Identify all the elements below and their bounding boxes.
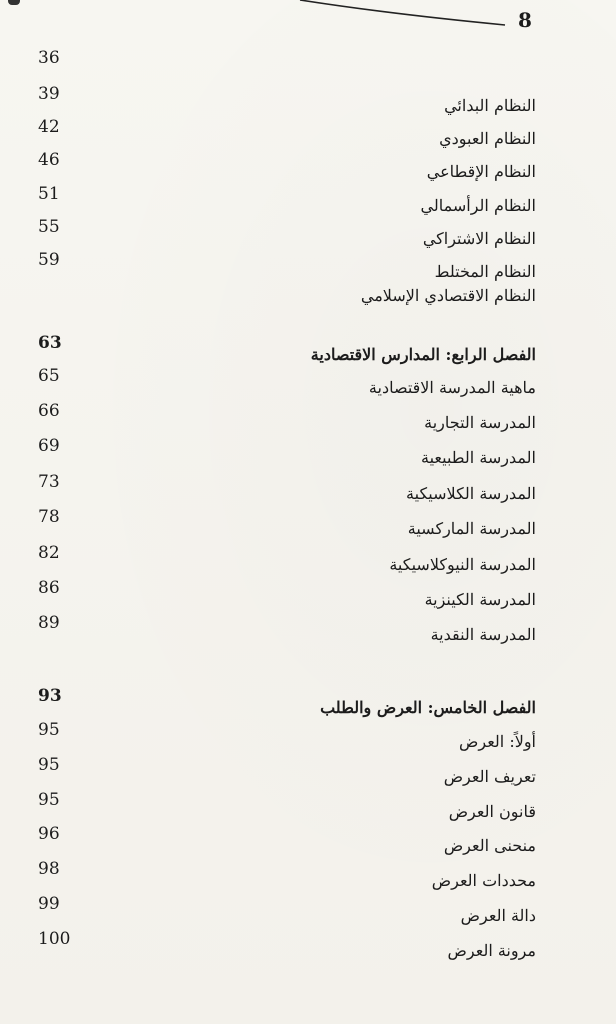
toc-page-number: 63 (38, 333, 62, 353)
toc-page-number: 95 (38, 755, 60, 775)
toc-entry (0, 150, 616, 182)
toc-entry (0, 472, 616, 504)
toc-page-number: 51 (38, 184, 60, 204)
toc-page-number: 78 (38, 507, 60, 527)
header-rule (300, 0, 510, 26)
toc-page-number: 73 (38, 472, 60, 492)
toc-page-number: 55 (38, 217, 60, 237)
toc-entry (0, 274, 616, 306)
toc-entry (0, 613, 616, 645)
toc-page-number: 36 (38, 48, 60, 68)
toc-entry (0, 184, 616, 216)
toc-title: دالة العرض (460, 906, 536, 925)
toc-entry (0, 790, 616, 822)
toc-title: المدرسة الكينزية (424, 590, 536, 609)
toc-title: المدرسة الطبيعية (421, 448, 536, 467)
toc-chapter-entry (0, 333, 616, 365)
toc-page-number: 99 (38, 894, 60, 914)
toc-page-number: 89 (38, 613, 60, 633)
toc-page-number: 59 (38, 250, 60, 270)
toc-entry (0, 929, 616, 961)
toc-page-number: 65 (38, 366, 60, 386)
toc-page-number: 93 (38, 686, 62, 706)
toc-title: النظام الاقتصادي الإسلامي (360, 286, 536, 305)
toc-page-number: 82 (38, 543, 60, 563)
toc-entry (0, 755, 616, 787)
toc-page-number: 100 (38, 929, 71, 949)
toc-entry (0, 543, 616, 575)
toc-entry (0, 859, 616, 891)
toc-entry (0, 824, 616, 856)
toc-page-number: 69 (38, 436, 60, 456)
toc-page-number: 96 (38, 824, 60, 844)
toc-page-number: 86 (38, 578, 60, 598)
toc-title: المدرسة الماركسية (407, 519, 536, 538)
toc-entry (0, 507, 616, 539)
toc-title: قانون العرض (448, 802, 536, 821)
toc-entry (0, 720, 616, 752)
toc-title: النظام الإقطاعي (426, 162, 536, 181)
toc-title: تعريف العرض (443, 767, 536, 786)
toc-title: ماهية المدرسة الاقتصادية (368, 378, 536, 397)
toc-page-number: 95 (38, 790, 60, 810)
toc-entry (0, 48, 616, 80)
toc-page-number: 42 (38, 117, 60, 137)
toc-entry (0, 84, 616, 116)
toc-title: المدرسة التجارية (424, 413, 536, 432)
toc-title: الفصل الرابع: المدارس الاقتصادية (310, 345, 536, 364)
toc-entry (0, 217, 616, 249)
toc-page-number: 66 (38, 401, 60, 421)
toc-title: المدرسة النيوكلاسيكية (389, 555, 536, 574)
toc-title: أولاً: العرض (459, 732, 536, 751)
toc-title: الفصل الخامس: العرض والطلب (320, 698, 536, 717)
toc-page-number: 98 (38, 859, 60, 879)
toc-entry (0, 436, 616, 468)
toc-title: المدرسة النقدية (430, 625, 536, 644)
toc-title: النظام البدائي (444, 96, 536, 115)
page-number: 8 (518, 8, 532, 32)
toc-page-number: 39 (38, 84, 60, 104)
toc-title: النظام العبودي (439, 129, 536, 148)
corner-ink-mark (8, 0, 20, 5)
toc-title: منحنى العرض (443, 836, 536, 855)
toc-page-number: 46 (38, 150, 60, 170)
toc-entry (0, 401, 616, 433)
toc-entry (0, 366, 616, 398)
toc-entry (0, 894, 616, 926)
toc-title: محددات العرض (431, 871, 536, 890)
toc-title: مرونة العرض (447, 941, 536, 960)
toc-title: النظام الرأسمالي (420, 196, 536, 215)
toc-title: النظام المختلط (434, 262, 536, 281)
toc-page-number: 95 (38, 720, 60, 740)
toc-title: المدرسة الكلاسيكية (406, 484, 536, 503)
toc-title: النظام الاشتراكي (422, 229, 536, 248)
toc-chapter-entry (0, 686, 616, 718)
toc-entry (0, 117, 616, 149)
toc-entry (0, 578, 616, 610)
